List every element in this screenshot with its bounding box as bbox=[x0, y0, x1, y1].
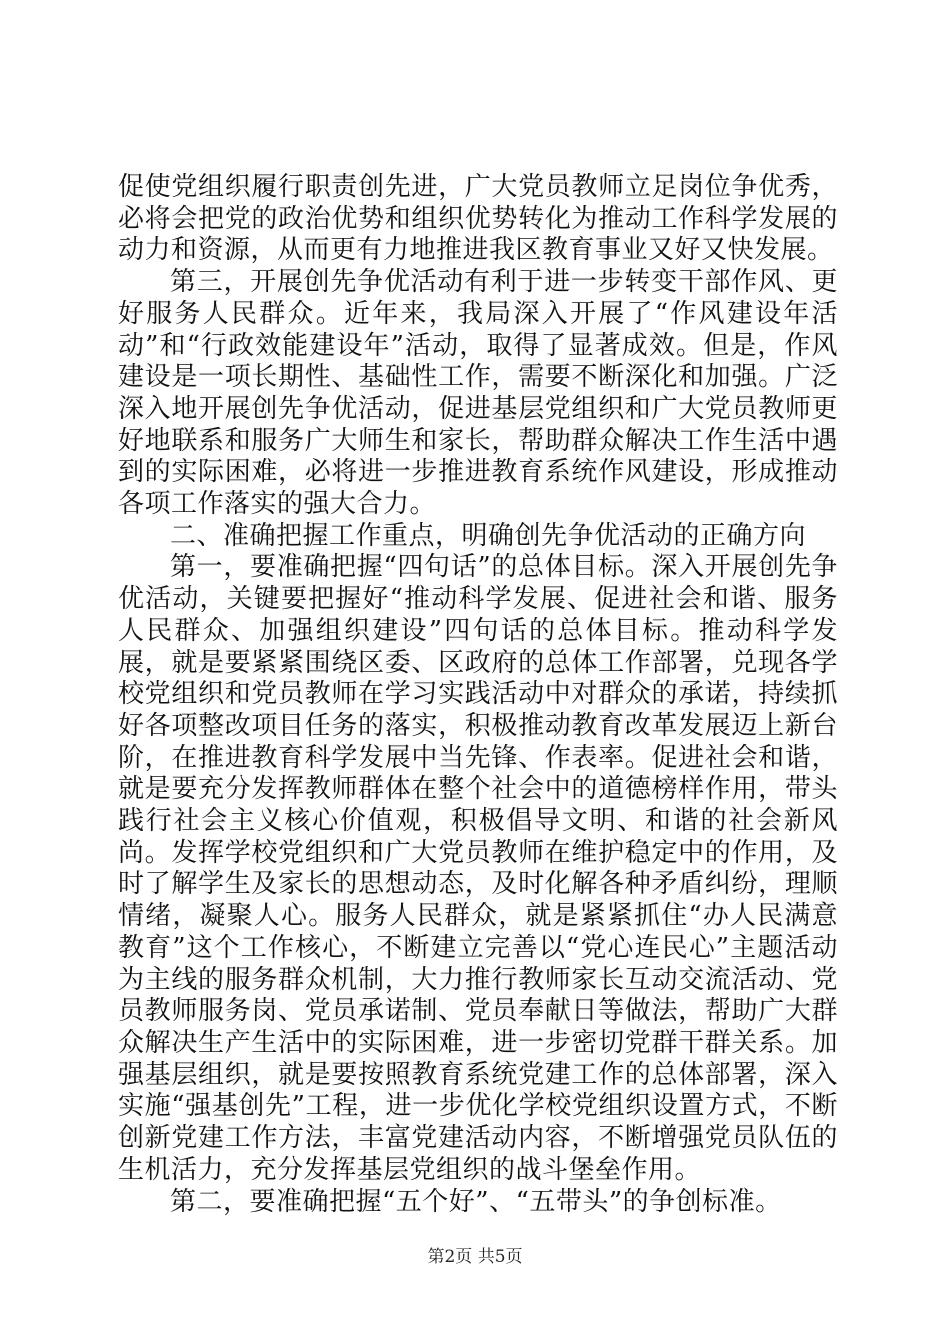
paragraph-continuation: 促使党组织履行职责创先进，广大党员教师立足岗位争优秀，必将会把党的政治优势和组织优势转化为推动工作科学发展的动力和资源，从而更有力地推进我区教育事业又好又快发展。 bbox=[118, 172, 838, 266]
document-body bbox=[118, 172, 838, 1218]
paragraph-second-point: 第二，要准确把握“五个好”、“五带头”的争创标准。 bbox=[170, 1186, 782, 1217]
page-number-footer: 第2页 共5页 bbox=[427, 1247, 523, 1267]
section-heading: 二、准确把握工作重点，明确创先争优活动的正确方向 bbox=[170, 520, 807, 551]
paragraph-third-point: 第三，开展创先争优活动有利于进一步转变干部作风、更好服务人民群众。近年来，我局深入开展了“作风建设年活动”和“行政效能建设年”活动，取得了显著成效。但是，作风建设是一项长期性、基础性工作，需要不断深化和加强。广泛深入地开展创先争优活动，促进基层党组织和广大党员教师更好地联系和服务广大师生和家长，帮助群众解决工作生活中遇到的实际困难，必将进一步推进教育系统作风建设，形成推动各项工作落实的强大合力。 bbox=[118, 267, 838, 520]
paragraph-first-point: 第一，要准确把握“四句话”的总体目标。深入开展创先争优活动，关键要把握好“推动科学发展、促进社会和谐、服务人民群众、加强组织建设”四句话的总体目标。推动科学发展，就是要紧紧围绕区委、区政府的总体工作部署，兑现各学校党组织和党员教师在学习实践活动中对群众的承诺，持续抓好各项整改项目任务的落实，积极推动教育改革发展迈上新台阶，在推进教育科学发展中当先锋、作表率。促进社会和谐，就是要充分发挥教师群体在整个社会中的道德榜样作用，带头践行社会主义核心价值观，积极倡导文明、和谐的社会新风尚。发挥学校党组织和广大党员教师在维护稳定中的作用，及时了解学生及家长的思想动态，及时化解各种矛盾纠纷，理顺情绪，凝聚人心。服务人民群众，就是紧紧抓住“办人民满意教育”这个工作核心，不断建立完善以“党心连民心”主题活动为主线的服务群众机制，大力推行教师家长互动交流活动、党员教师服务岗、党员承诺制、党员奉献日等做法，帮助广大群众解决生产生活中的实际困难，进一步密切党群干群关系。加强基层组织，就是要按照教育系统党建工作的总体部署，深入实施“强基创先”工程，进一步优化学校党组织设置方式，不断创新党建工作方法，丰富党建活动内容，不断增强党员队伍的生机活力，充分发挥基层党组织的战斗堡垒作用。 bbox=[118, 552, 838, 1185]
